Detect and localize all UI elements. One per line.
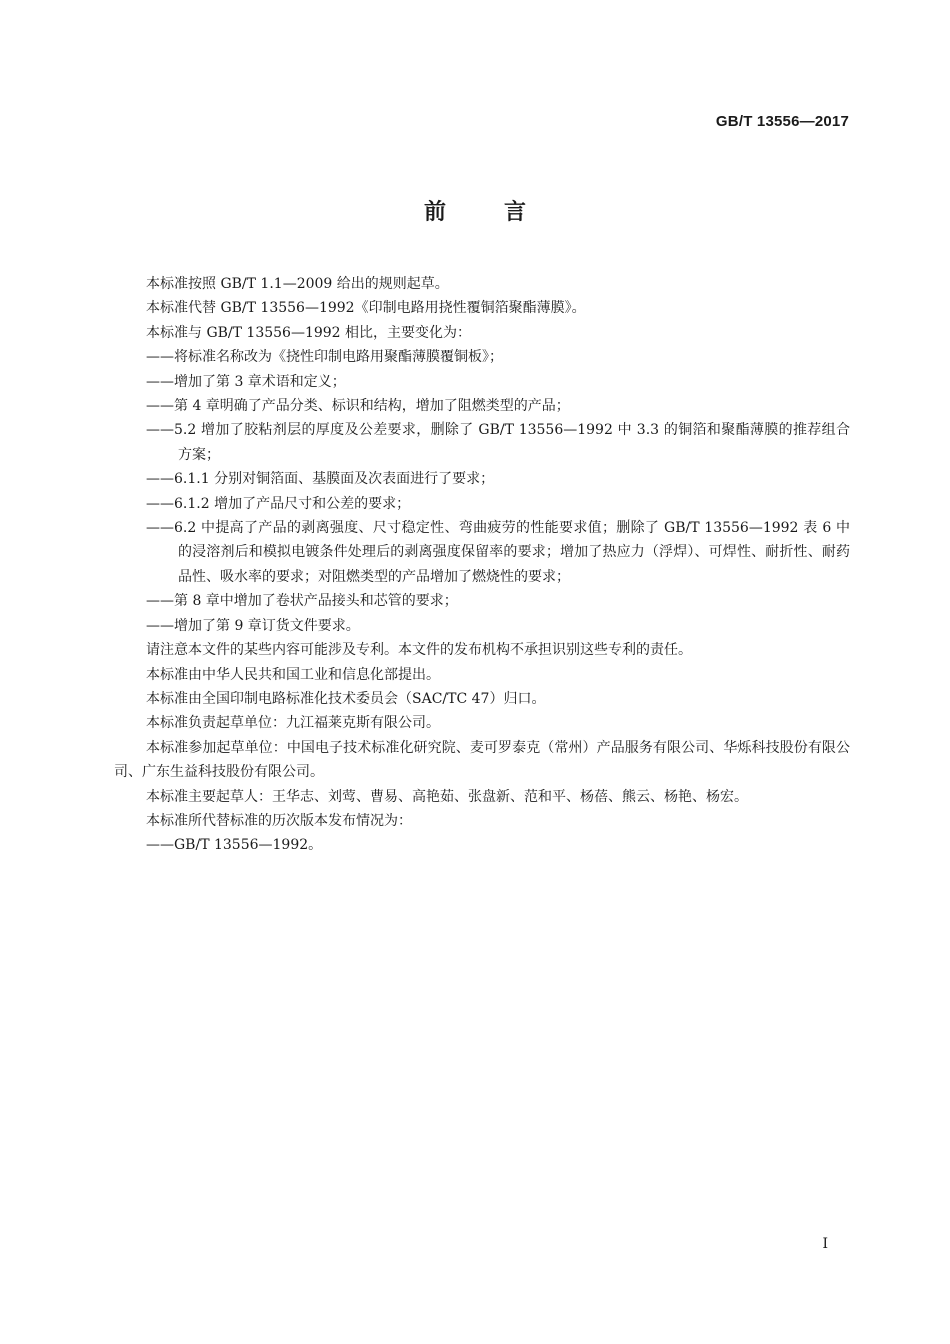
change-item: ——6.1.2 增加了产品尺寸和公差的要求； <box>146 495 411 512</box>
history-item: ——GB/T 13556—1992。 <box>146 837 323 854</box>
change-item: ——6.2 中提高了产品的剥离强度、尺寸稳定性、弯曲疲劳的性能要求值；删除了 GB/T 13556—1992 表 6 中的浸溶剂后和模拟电镀条件处理后的剥离强度保留率的要求；增加了热应力（浮焊）、可焊性、耐折性、耐药品性、吸水率的要求；对阻燃类型的产品增加了燃烧性的要求； <box>146 520 850 585</box>
paragraph: 请注意本文件的某些内容可能涉及专利。本文件的发布机构不承担识别这些专利的责任。 <box>146 642 692 659</box>
paragraph: 本标准由全国印制电路标准化技术委员会（SAC/TC 47）归口。 <box>146 690 546 707</box>
change-item: ——第 8 章中增加了卷状产品接头和芯管的要求； <box>146 593 458 610</box>
paragraph: 本标准负责起草单位：九江福莱克斯有限公司。 <box>146 715 440 732</box>
change-item: ——增加了第 3 章术语和定义； <box>146 373 346 390</box>
foreword-body <box>114 272 850 858</box>
paragraph: 本标准代替 GB/T 13556—1992《印制电路用挠性覆铜箔聚酯薄膜》。 <box>146 300 586 317</box>
paragraph: 本标准所代替标准的历次版本发布情况为： <box>146 812 412 829</box>
change-item: ——增加了第 9 章订货文件要求。 <box>146 617 360 634</box>
change-item: ——5.2 增加了胶粘剂层的厚度及公差要求，删除了 GB/T 13556—1992 中 3.3 的铜箔和聚酯薄膜的推荐组合方案； <box>146 422 850 463</box>
standard-code: GB/T 13556—2017 <box>715 113 849 130</box>
paragraph: 本标准参加起草单位：中国电子技术标准化研究院、麦可罗泰克（常州）产品服务有限公司、华烁科技股份有限公司、广东生益科技股份有限公司。 <box>114 739 850 781</box>
paragraph: 本标准由中华人民共和国工业和信息化部提出。 <box>146 666 440 683</box>
change-item: ——第 4 章明确了产品分类、标识和结构，增加了阻燃类型的产品； <box>146 398 570 415</box>
page-number: I <box>822 1236 828 1252</box>
paragraph: 本标准主要起草人：王华志、刘莺、曹易、高艳茹、张盘新、范和平、杨蓓、熊云、杨艳、杨宏。 <box>146 788 748 805</box>
paragraph: 本标准与 GB/T 13556—1992 相比，主要变化为： <box>146 324 472 341</box>
change-item: ——6.1.1 分别对铜箔面、基膜面及次表面进行了要求； <box>146 471 495 488</box>
page-title: 前言 <box>423 200 584 225</box>
change-item: ——将标准名称改为《挠性印制电路用聚酯薄膜覆铜板》； <box>146 349 503 366</box>
paragraph: 本标准按照 GB/T 1.1—2009 给出的规则起草。 <box>146 276 449 292</box>
